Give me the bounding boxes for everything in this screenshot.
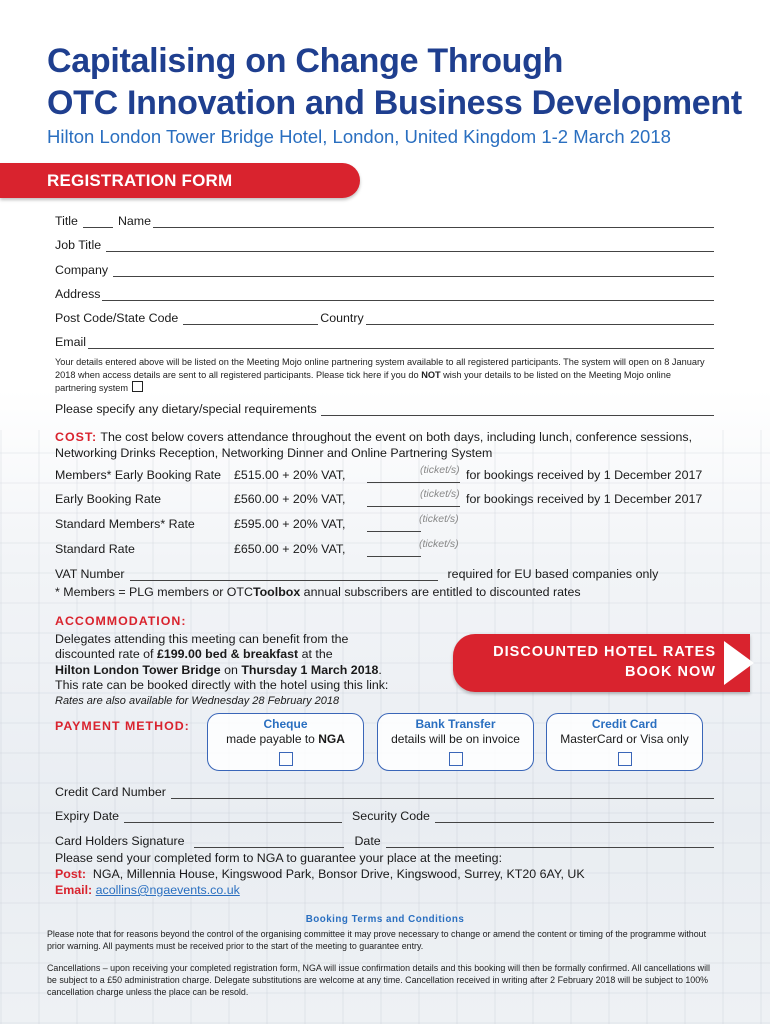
post-code-label: Post Code/State Code [55,311,179,325]
post-label: Post: [55,867,86,881]
page-title [47,40,742,124]
dietary-label: Please specify any dietary/special requirements [55,402,317,416]
send-note: Please send your completed form to NGA to guarantee your place at the meeting: [55,851,503,865]
members-note-a: * Members = PLG members or OTC [55,585,253,599]
terms-heading: Booking Terms and Conditions [305,914,465,925]
country-label: Country [320,311,364,325]
rate-label: Standard Rate [55,542,135,556]
post-code-field[interactable] [183,312,318,325]
event-subtitle: Hilton London Tower Bridge Hotel, London, United Kingdom 1-2 March 2018 [47,126,671,147]
cheque-checkbox[interactable] [279,752,293,766]
bank-transfer-checkbox[interactable] [449,752,463,766]
accommodation-line: This rate can be booked directly with the hotel using this link: [55,678,389,692]
terms-paragraph-2: Cancellations – upon receiving your completed registration form, NGA will issue confirmation details and this booking will then be formally confirmed. All cancellations will be subject to a £50 administration charge. Delegate substitutions are welcome at any time. Cancellation received in writing after 2 February 2018 will be subject to 100% cancellation charge unless the place can be resold. [47,963,710,998]
rate-text-b: at the [298,647,333,661]
post-line [55,866,714,882]
rate-price: £650.00 + 20% VAT, [234,542,346,556]
name-label: Name [117,214,152,228]
hotel-name: Hilton London Tower Bridge [55,662,221,677]
rate-row [55,488,715,508]
ticket-hint: (ticket/s) [420,488,460,500]
cost-heading: COST: [55,430,98,444]
title-name-row [55,212,714,228]
expiry-security-row [55,807,714,823]
period: . [378,662,382,677]
rate-amount: £199.00 bed & breakfast [156,647,299,661]
address-row [55,285,714,301]
title-line-1: Capitalising on Change Through [47,42,564,80]
payment-option-credit-card[interactable] [546,713,703,771]
note-text-b: wish your details to be listed on the Meeting Mojo online partnering system [55,369,671,393]
security-code-label: Security Code [352,809,430,823]
registration-form-label: REGISTRATION FORM [47,171,233,190]
option-title: Credit Card [591,717,658,731]
ticket-hint: (ticket/s) [419,538,459,550]
partnering-system-note [55,356,714,395]
dietary-field[interactable] [321,403,714,416]
hotel-button-line2: BOOK NOW [625,664,716,680]
email-row [55,333,714,349]
job-title-field[interactable] [106,239,714,252]
email-label: Email [55,335,86,349]
name-field[interactable] [153,215,714,228]
payment-method-heading: PAYMENT METHOD: [55,719,190,733]
rate-row [55,513,715,533]
cc-number-field[interactable] [171,786,714,799]
vat-label: VAT Number [55,567,125,581]
note-not: NOT [421,369,441,380]
option-sub-bold: NGA [318,732,345,746]
note-text-a: Your details entered above will be listed on the Meeting Mojo online partnering system available to all registered participants. The system will open on 8 January 2018 when access details are sent to all registered participants. Please tick here if you do [55,357,705,380]
date-label: Date [354,834,381,848]
job-title-label: Job Title [55,238,102,252]
signature-field[interactable] [194,835,344,848]
option-subtitle [208,732,363,746]
credit-card-checkbox[interactable] [618,752,632,766]
accommodation-line [55,663,445,679]
ticket-quantity-field[interactable] [367,517,421,532]
stay-date: Thursday 1 March 2018 [241,662,379,677]
email-contact-label: Email: [55,883,93,897]
country-field[interactable] [366,312,714,325]
accommodation-heading: ACCOMMODATION: [55,614,187,628]
members-note-toolbox: Toolbox [252,585,301,599]
members-note [55,583,714,599]
members-note-b: annual subscribers are entitled to discounted rates [300,585,581,599]
job-title-row [55,236,714,252]
signature-label: Card Holders Signature [55,834,185,848]
payment-option-cheque[interactable] [207,713,364,771]
cost-description: The cost below covers attendance throughout the event on both days, including lunch, conference sessions, Networking Drinks Reception, Networking Dinner and Online Partnering System [55,430,693,460]
email-link[interactable]: acollins@ngaevents.co.uk [95,883,240,897]
accommodation-section [55,614,445,709]
title-field[interactable] [83,215,113,228]
address-label: Address [55,287,101,301]
arrow-right-icon [724,641,754,685]
rate-deadline: for bookings received by 1 December 2017 [466,468,703,482]
accommodation-extra-dates: Rates are also available for Wednesday 28 February 2018 [55,694,340,707]
rate-row [55,464,715,484]
payment-option-bank-transfer[interactable] [377,713,534,771]
cc-number-label: Credit Card Number [55,785,166,799]
rate-price: £595.00 + 20% VAT, [234,517,346,531]
rate-label: Standard Members* Rate [55,517,195,531]
email-field[interactable] [88,336,714,349]
option-title: Cheque [263,717,308,731]
address-field[interactable] [102,288,714,301]
on-text: on [220,662,242,677]
vat-note: required for EU based companies only [447,567,659,581]
book-hotel-button[interactable] [453,634,750,692]
vat-row [55,565,714,581]
option-sub-text: made payable to [226,732,319,746]
rate-row [55,538,715,558]
company-field[interactable] [113,264,714,277]
rate-label: Members* Early Booking Rate [55,468,221,482]
signature-date-row [55,832,714,848]
date-field[interactable] [386,835,714,848]
option-subtitle: MasterCard or Visa only [560,732,689,746]
option-subtitle: details will be on invoice [391,732,520,746]
expiry-field[interactable] [124,810,342,823]
ticket-quantity-field[interactable] [367,542,421,557]
option-title: Bank Transfer [415,717,496,731]
terms-paragraph-1: Please note that for reasons beyond the control of the organising committee it may prove necessary to change or amend the content or timing of the programme without prior warning. All payments must be received prior to the start of the meeting to guarantee entry. [47,929,707,952]
title-line-2: OTC Innovation and Business Development [47,84,742,122]
dietary-row [55,400,714,416]
ticket-hint: (ticket/s) [420,464,460,476]
security-code-field[interactable] [435,810,714,823]
rate-deadline: for bookings received by 1 December 2017 [466,492,703,506]
opt-out-checkbox[interactable] [132,381,143,392]
hotel-button-line1: DISCOUNTED HOTEL RATES [493,644,716,660]
postcode-country-row [55,309,714,325]
cost-section [55,430,714,461]
vat-number-field[interactable] [130,568,438,581]
accommodation-line: Delegates attending this meeting can benefit from the [55,631,349,646]
post-address: NGA, Millennia House, Kingswood Park, Bonsor Drive, Kingswood, Surrey, KT20 6AY, UK [92,867,585,881]
rate-label: Early Booking Rate [55,492,162,506]
email-line [55,882,714,898]
expiry-label: Expiry Date [55,809,120,823]
rate-price: £560.00 + 20% VAT, [234,492,346,506]
company-row [55,261,714,277]
cc-number-row [55,783,714,799]
rate-text: discounted rate of [55,647,157,661]
company-label: Company [55,263,109,277]
registration-form-banner [0,163,360,198]
ticket-hint: (ticket/s) [419,513,459,525]
accommodation-line [55,647,445,663]
send-instructions [55,850,714,898]
rate-price: £515.00 + 20% VAT, [234,468,346,482]
title-label: Title [55,214,78,228]
